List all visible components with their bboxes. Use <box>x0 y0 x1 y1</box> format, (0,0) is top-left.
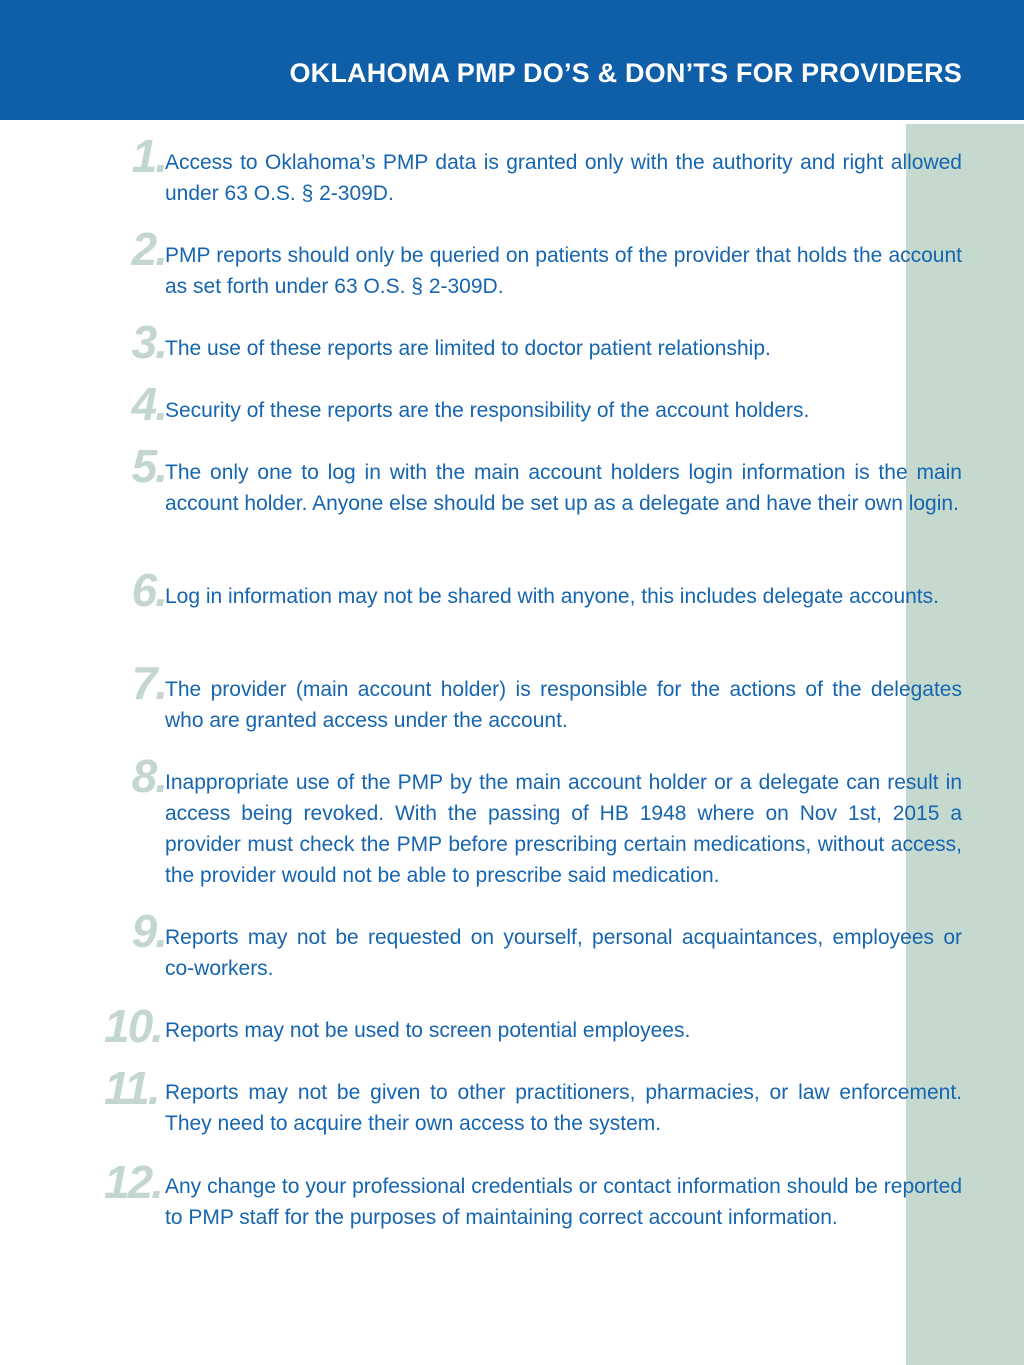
item-number: 3. <box>131 316 166 368</box>
item-number: 7. <box>131 657 166 709</box>
item-text: Security of these reports are the responsibility of the account holders. <box>165 399 810 422</box>
item-text: Reports may not be given to other practitioners, pharmacies, or law enforcement. They need to acquire their own access to the system. <box>165 1081 962 1135</box>
page-title: OKLAHOMA PMP DO’S & DON’TS FOR PROVIDERS <box>289 58 962 88</box>
item-text: Reports may not be requested on yourself, personal acquaintances, employees or co-workers. <box>165 926 962 980</box>
item-text: PMP reports should only be queried on patients of the provider that holds the account as set forth under 63 O.S. § 2-309D. <box>165 244 962 298</box>
header-bar <box>0 0 1024 120</box>
item-number: 11. <box>104 1062 159 1114</box>
item-number: 9. <box>131 905 166 957</box>
item-number: 5. <box>131 440 166 492</box>
item-number: 8. <box>131 750 166 802</box>
item-text: Reports may not be used to screen potential employees. <box>165 1019 691 1042</box>
item-text: The use of these reports are limited to doctor patient relationship. <box>165 337 771 360</box>
item-text: Any change to your professional credentials or contact information should be reported to PMP staff for the purposes of maintaining correct account information. <box>165 1175 962 1229</box>
item-text: The only one to log in with the main account holders login information is the main account holder. Anyone else should be set up as a delegate and have their own login. <box>165 461 962 515</box>
item-number: 6. <box>131 564 166 616</box>
item-number: 4. <box>131 378 166 430</box>
item-text: Access to Oklahoma’s PMP data is granted only with the authority and right allowed under 63 O.S. § 2-309D. <box>165 151 962 205</box>
item-number: 1. <box>131 130 166 182</box>
item-number: 10. <box>104 1000 162 1052</box>
item-number: 2. <box>131 223 166 275</box>
item-number: 12. <box>104 1156 162 1208</box>
item-text: Log in information may not be shared with anyone, this includes delegate accounts. <box>165 585 939 608</box>
item-text: The provider (main account holder) is responsible for the actions of the delegates who are granted access under the account. <box>165 678 962 732</box>
item-text: Inappropriate use of the PMP by the main account holder or a delegate can result in access being revoked. With the passing of HB 1948 where on Nov 1st, 2015 a provider must check the PMP before prescribing certain medications, without access, the provider would not be able to prescribe said medication. <box>165 771 962 887</box>
